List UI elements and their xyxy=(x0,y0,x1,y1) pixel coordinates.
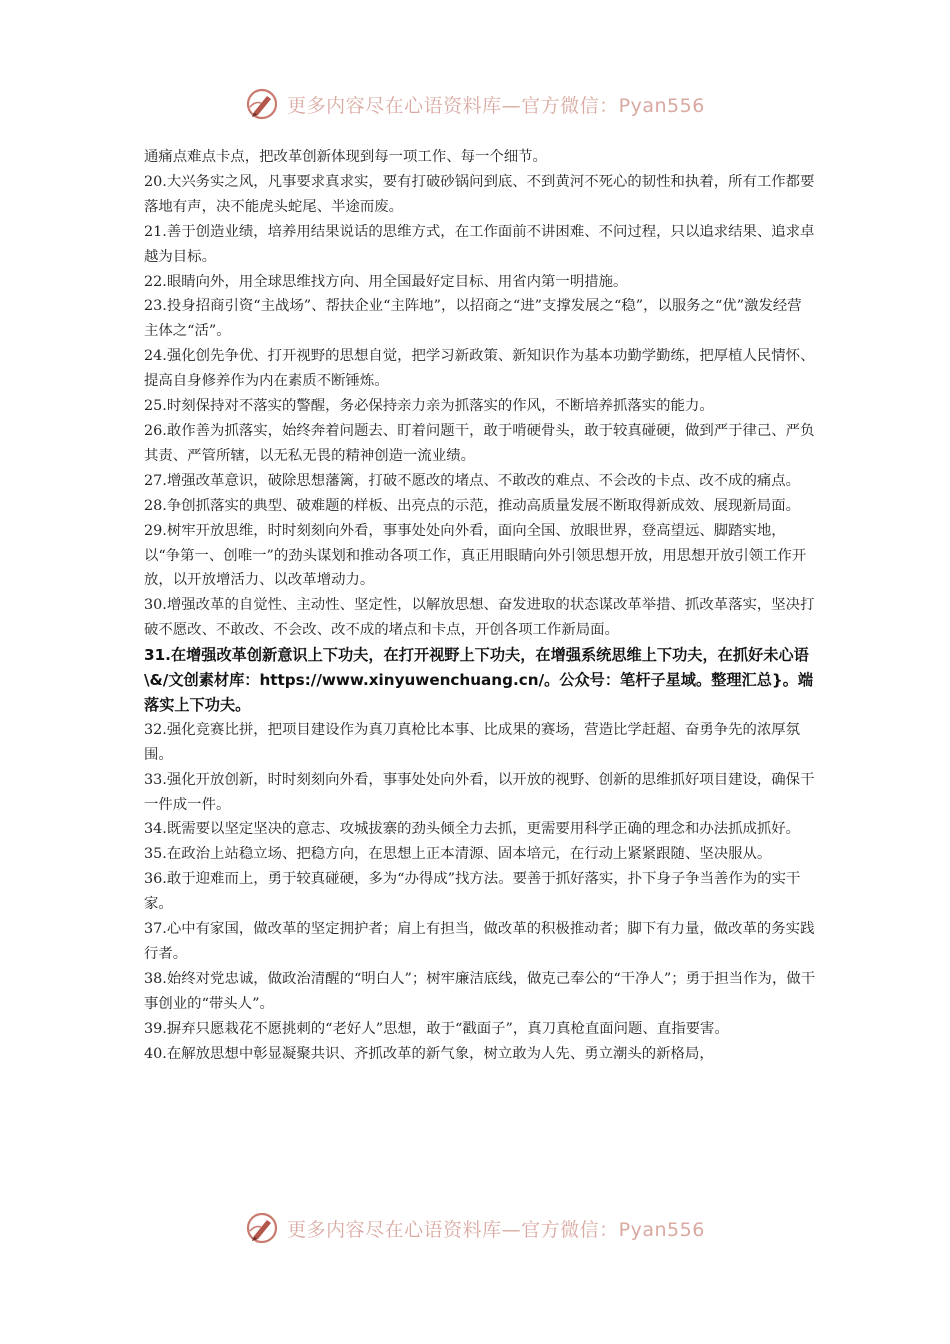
document-body xyxy=(144,145,816,1067)
paragraph: 23.投身招商引资“主战场”、帮扶企业“主阵地”，以招商之“进”支撑发展之“稳”，以服务之“优”激发经营主体之“活”。 xyxy=(144,298,802,340)
paragraph: 36.敢于迎难而上，勇于较真碰硬，多为“办得成”找方法。要善于抓好落实，扑下身子争当善作为的实干家。 xyxy=(144,871,801,913)
paragraph: 39.摒弃只愿栽花不愿挑刺的“老好人”思想，敢于“戳面子”，真刀真枪直面问题、直指要害。 xyxy=(144,1020,729,1037)
paragraph: 29.树牢开放思维，时时刻刻向外看，事事处处向外看，面向全国、放眼世界，登高望远、脚踏实地，以“争第一、创唯一”的劲头谋划和推动各项工作，真正用眼睛向外引领思想开放，用思想开放引领工作开放，以开放增活力、以改革增动力。 xyxy=(144,522,807,589)
paragraph: 通痛点难点卡点，把改革创新体现到每一项工作、每一个细节。 xyxy=(144,149,547,165)
paragraph: 28.争创抓落实的典型、破难题的样板、出亮点的示范，推动高质量发展不断取得新成效、展现新局面。 xyxy=(144,497,801,514)
paragraph: 40.在解放思想中彰显凝聚共识、齐抓改革的新气象，树立敢为人先、勇立潮头的新格局， xyxy=(144,1045,714,1062)
paragraph: 27.增强改革意识，破除思想藩篱，打破不愿改的堵点、不敢改的难点、不会改的卡点、改不成的痛点。 xyxy=(144,472,801,489)
paragraph: 31.在增强改革创新意识上下功夫，在打开视野上下功夫，在增强系统思维上下功夫，在抓好未心语\&/文创素材库：https://www.xinyuwenchuang.cn/。公众号：笔杆子星域。整理汇总}。端落实上下功夫。 xyxy=(144,646,814,714)
footer-banner-text: 更多内容尽在心语资料库—官方微信：Pyan556 xyxy=(287,1218,705,1241)
pen-logo-icon xyxy=(245,1211,279,1245)
paragraph: 24.强化创先争优、打开视野的思想自觉，把学习新政策、新知识作为基本功勤学勤练，把厚植人民情怀、提高自身修养作为内在素质不断锤炼。 xyxy=(144,348,815,390)
paragraph: 34.既需要以坚定坚决的意志、攻城拔寨的劲头倾全力去抓，更需要用科学正确的理念和办法抓成抓好。 xyxy=(144,821,801,838)
paragraph: 25.时刻保持对不落实的警醒，务必保持亲力亲为抓落实的作风，不断培养抓落实的能力。 xyxy=(144,398,714,415)
paragraph: 26.敢作善为抓落实，始终奔着问题去、盯着问题干，敢于啃硬骨头，敢于较真碰硬，做到严于律己、严负其责、严管所辖，以无私无畏的精神创造一流业绩。 xyxy=(144,422,815,464)
pen-logo-icon xyxy=(245,87,279,121)
header-banner-text: 更多内容尽在心语资料库—官方微信：Pyan556 xyxy=(287,94,705,117)
paragraph: 37.心中有家国，做改革的坚定拥护者；肩上有担当，做改革的积极推动者；脚下有力量，做改革的务实践行者。 xyxy=(144,921,815,962)
paragraph: 21.善于创造业绩，培养用结果说话的思维方式，在工作面前不讲困难、不问过程，只以追求结果、追求卓越为目标。 xyxy=(144,223,815,265)
paragraph: 30.增强改革的自觉性、主动性、坚定性，以解放思想、奋发进取的状态谋改革举措、抓改革落实，坚决打破不愿改、不敢改、不会改、改不成的堵点和卡点，开创各项工作新局面。 xyxy=(144,597,815,639)
header-banner xyxy=(0,84,950,124)
paragraph: 38.始终对党忠诚，做政治清醒的“明白人”；树牢廉洁底线，做克己奉公的“干净人”；勇于担当作为，做干事创业的“带头人”。 xyxy=(144,970,816,1012)
paragraph: 32.强化竞赛比拼，把项目建设作为真刀真枪比本事、比成果的赛场，营造比学赶超、奋勇争先的浓厚氛围。 xyxy=(144,721,801,763)
paragraph: 35.在政治上站稳立场、把稳方向，在思想上正本清源、固本培元，在行动上紧紧跟随、坚决服从。 xyxy=(144,846,772,863)
paragraph: 33.强化开放创新，时时刻刻向外看，事事处处向外看，以开放的视野、创新的思维抓好项目建设，确保干一件成一件。 xyxy=(144,771,815,813)
paragraph: 22.眼睛向外，用全球思维找方向、用全国最好定目标、用省内第一明措施。 xyxy=(144,273,628,290)
paragraph: 20.大兴务实之风，凡事要求真求实，要有打破砂锅问到底、不到黄河不死心的韧性和执着，所有工作都要落地有声，决不能虎头蛇尾、半途而废。 xyxy=(144,173,815,215)
footer-banner xyxy=(0,1208,950,1248)
